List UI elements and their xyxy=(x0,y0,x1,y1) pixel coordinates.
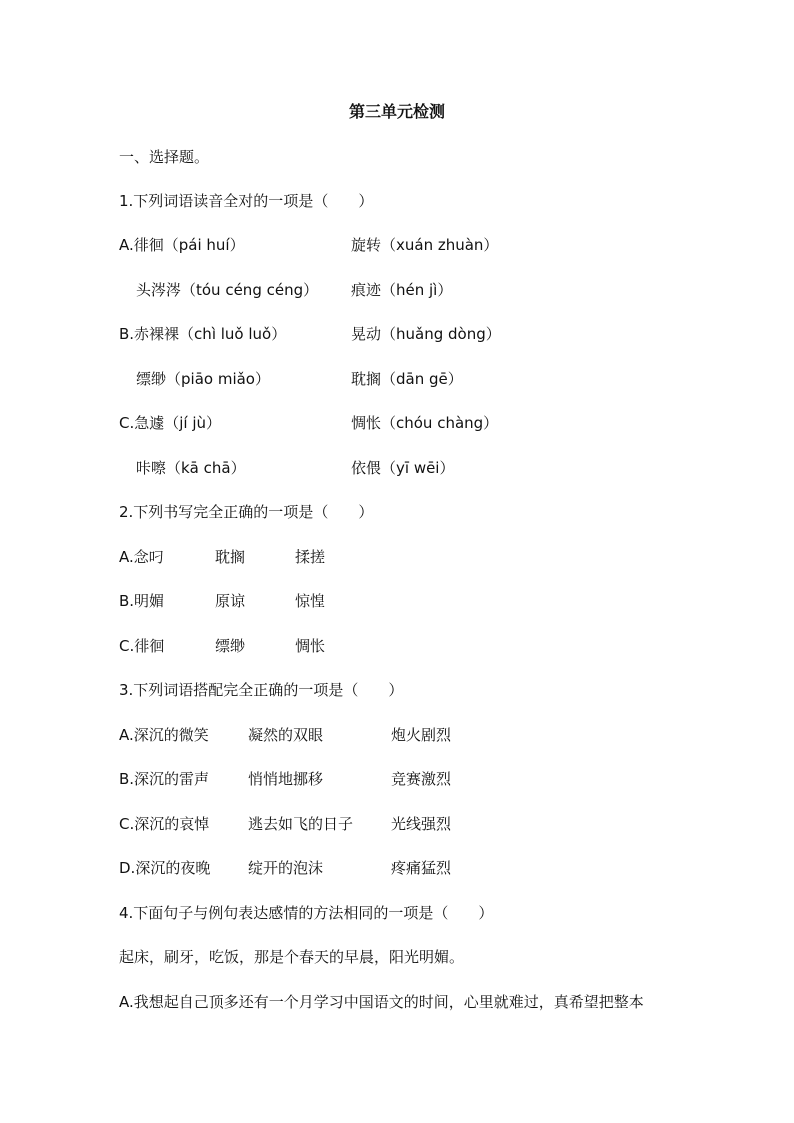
q1-option-a-word2: 旋转（xuán zhuàn） xyxy=(351,236,499,254)
q2-option-c xyxy=(119,635,326,657)
q1-option-a-word4: 痕迹（hén jì） xyxy=(351,281,453,299)
section-heading: 一、选择题。 xyxy=(119,148,210,166)
q3-option-c-phrase3: 光线强烈 xyxy=(391,815,452,833)
q1-option-c-word3: 咔嚓（kā chā） xyxy=(136,459,246,477)
q3-option-b-phrase3: 竞赛激烈 xyxy=(391,770,452,788)
q1-option-b-word2: 晃动（huǎng dòng） xyxy=(351,325,501,343)
q2-option-a xyxy=(119,546,326,568)
q3-option-d-phrase2: 绽开的泡沫 xyxy=(248,859,324,877)
q3-option-b-phrase2: 悄悄地挪移 xyxy=(248,770,324,788)
q2-option-c-word2: 缥缈 xyxy=(215,637,246,655)
q3-option-b xyxy=(119,768,452,790)
q3-option-d-phrase3: 疼痛猛烈 xyxy=(391,859,452,877)
q3-option-c-phrase1: C.深沉的哀悼 xyxy=(119,815,210,833)
q1-option-b-word1: B.赤裸裸（chì luǒ luǒ） xyxy=(119,325,287,343)
q1-option-b-word3: 缥缈（piāo miǎo） xyxy=(136,370,270,388)
question-4-stem: 4.下面句子与例句表达感情的方法相同的一项是（ ） xyxy=(119,904,494,922)
q2-option-b-word1: B.明媚 xyxy=(119,592,165,610)
q2-option-a-word3: 揉搓 xyxy=(295,548,326,566)
q3-option-c xyxy=(119,813,452,835)
q1-option-a-word1: A.徘徊（pái huí） xyxy=(119,236,245,254)
page-title: 第三单元检测 xyxy=(348,102,445,121)
q4-example-sentence: 起床，刷牙，吃饭，那是个春天的早晨，阳光明媚。 xyxy=(119,948,465,966)
q2-option-b xyxy=(119,590,326,612)
question-2-stem: 2.下列书写完全正确的一项是（ ） xyxy=(119,503,374,521)
q1-option-c-word1: C.急遽（jí jù） xyxy=(119,414,222,432)
q3-option-a-phrase1: A.深沉的微笑 xyxy=(119,726,209,744)
q2-option-c-word1: C.徘徊 xyxy=(119,637,165,655)
question-1-stem: 1.下列词语读音全对的一项是（ ） xyxy=(119,192,374,210)
q2-option-b-word3: 惊惶 xyxy=(295,592,326,610)
q3-option-a-phrase3: 炮火剧烈 xyxy=(391,726,452,744)
q1-option-a-word3: 头涔涔（tóu céng céng） xyxy=(136,281,319,299)
q3-option-c-phrase2: 逃去如飞的日子 xyxy=(248,815,354,833)
q2-option-b-word2: 原谅 xyxy=(215,592,246,610)
q2-option-c-word3: 惆怅 xyxy=(295,637,326,655)
q2-option-a-word2: 耽搁 xyxy=(215,548,246,566)
q1-option-c-word4: 依偎（yī wēi） xyxy=(351,459,455,477)
q1-option-c-word2: 惆怅（chóu chàng） xyxy=(351,414,499,432)
q1-option-b-word4: 耽搁（dān gē） xyxy=(351,370,463,388)
q3-option-d-phrase1: D.深沉的夜晚 xyxy=(119,859,211,877)
q3-option-a-phrase2: 凝然的双眼 xyxy=(248,726,324,744)
q3-option-d xyxy=(119,857,452,879)
q3-option-a xyxy=(119,724,452,746)
q2-option-a-word1: A.念叼 xyxy=(119,548,164,566)
q4-option-a: A.我想起自己顶多还有一个月学习中国语文的时间，心里就难过，真希望把整本 xyxy=(119,993,644,1011)
q3-option-b-phrase1: B.深沉的雷声 xyxy=(119,770,210,788)
question-3-stem: 3.下列词语搭配完全正确的一项是（ ） xyxy=(119,681,404,699)
